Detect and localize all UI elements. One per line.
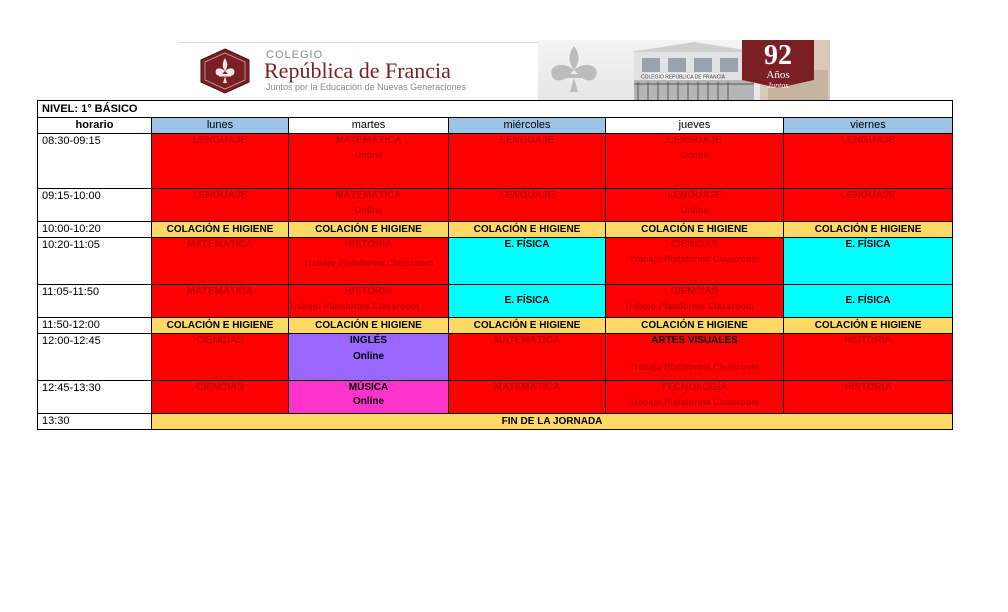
- break-cell: COLACIÓN E HIGIENE: [784, 318, 953, 334]
- subject-label: E. FÍSICA: [504, 239, 550, 250]
- subject-label: INGLÉS: [349, 335, 388, 346]
- time-cell: 10:00-10:20: [38, 222, 152, 238]
- header-horario: horario: [38, 118, 152, 134]
- building-sign: COLEGIO REPÚBLICA DE FRANCIA: [641, 74, 725, 81]
- school-banner: [178, 40, 830, 100]
- subject-label: LENGUAJE: [667, 190, 722, 201]
- time-cell: 12:45-13:30: [38, 381, 152, 414]
- break-cell: COLACIÓN E HIGIENE: [606, 318, 784, 334]
- header-miercoles: miércoles: [449, 118, 606, 134]
- fleur-de-lis-crest-icon: [200, 48, 250, 94]
- class-cell: [289, 134, 449, 189]
- subject-label: LENGUAJE: [840, 135, 896, 146]
- subject-label: MATEMÁTICA: [493, 382, 561, 393]
- break-cell: COLACIÓN E HIGIENE: [606, 222, 784, 238]
- subject-label: HISTORIA: [344, 239, 393, 250]
- class-cell: [606, 381, 784, 414]
- note-label: Online: [354, 150, 383, 160]
- class-cell: [289, 238, 449, 285]
- subject-label: HISTORIA: [844, 335, 892, 346]
- table-row: [38, 285, 953, 318]
- subject-label: E. FÍSICA: [504, 295, 550, 306]
- class-cell: [606, 334, 784, 381]
- class-cell: [152, 134, 289, 189]
- class-cell: [449, 134, 606, 189]
- class-cell: [289, 285, 449, 318]
- subject-label: LENGUAJE: [499, 135, 555, 146]
- break-cell: COLACIÓN E HIGIENE: [449, 222, 606, 238]
- class-cell: [606, 189, 784, 222]
- subject-label: CIENCIAS: [196, 382, 244, 393]
- note-label: Trabajo Plataforma Classroom: [289, 301, 420, 311]
- note-label: Trabajo Plataforma Classroom: [629, 397, 760, 407]
- header-lunes: lunes: [152, 118, 289, 134]
- anniversary-text: [738, 40, 818, 88]
- note-label: Trabajo Plataforma Classroom: [629, 254, 760, 264]
- note-label: Online: [352, 396, 385, 407]
- anniversary-sub: Juntos: [767, 81, 789, 90]
- class-cell: [606, 134, 784, 189]
- class-cell: [606, 285, 784, 318]
- anniversary-label: Años: [766, 69, 790, 81]
- header-jueves: jueves: [606, 118, 784, 134]
- subject-label: CIENCIAS: [670, 239, 719, 250]
- table-row: [38, 134, 953, 189]
- break-cell: COLACIÓN E HIGIENE: [289, 222, 449, 238]
- end-of-day-label: FIN DE LA JORNADA: [152, 414, 953, 430]
- class-cell: [784, 334, 953, 381]
- subject-label: CIENCIAS: [670, 286, 719, 297]
- time-cell: 09:15-10:00: [38, 189, 152, 222]
- class-cell: [449, 285, 606, 318]
- class-cell: [449, 189, 606, 222]
- break-cell: COLACIÓN E HIGIENE: [152, 318, 289, 334]
- subject-label: MATEMÁTICA: [186, 286, 254, 297]
- table-row: [38, 414, 953, 430]
- table-row: [38, 318, 953, 334]
- nivel-label: NIVEL: 1° BÁSICO: [38, 101, 953, 118]
- time-cell: 12:00-12:45: [38, 334, 152, 381]
- subject-label: E. FÍSICA: [845, 239, 891, 250]
- banner-small-title: COLEGIO: [266, 49, 324, 61]
- school-motto: Juntos por la Educación de Nuevas Generaciones: [266, 82, 467, 92]
- table-row: [38, 189, 953, 222]
- time-cell: 11:05-11:50: [38, 285, 152, 318]
- subject-label: HISTORIA: [344, 286, 393, 297]
- subject-label: HISTORIA: [844, 382, 892, 393]
- subject-label: LENGUAJE: [667, 135, 722, 146]
- class-cell: [152, 334, 289, 381]
- time-cell: 13:30: [38, 414, 152, 430]
- class-cell: [289, 334, 449, 381]
- class-cell: [152, 238, 289, 285]
- subject-label: LENGUAJE: [192, 190, 248, 201]
- class-cell: [449, 238, 606, 285]
- class-cell: [289, 189, 449, 222]
- class-cell: [784, 238, 953, 285]
- class-cell: [784, 381, 953, 414]
- class-cell: [449, 334, 606, 381]
- subject-label: MATEMÁTICA: [335, 190, 402, 201]
- break-cell: COLACIÓN E HIGIENE: [449, 318, 606, 334]
- note-label: Trabajo Plataforma Classroom: [303, 258, 434, 268]
- header-martes: martes: [289, 118, 449, 134]
- note-label: Online: [680, 150, 709, 160]
- subject-label: E. FÍSICA: [845, 295, 891, 306]
- subject-label: CIENCIAS: [196, 335, 244, 346]
- class-cell: [606, 238, 784, 285]
- subject-label: LENGUAJE: [499, 190, 555, 201]
- subject-label: LENGUAJE: [840, 190, 896, 201]
- table-row: [38, 238, 953, 285]
- subject-label: TECNOLOGÍA: [661, 382, 728, 393]
- class-cell: [784, 189, 953, 222]
- table-row: [38, 381, 953, 414]
- note-label: Trabajo Plataforma Classroom: [629, 362, 760, 372]
- note-label: Online: [352, 351, 385, 362]
- note-label: Online: [680, 205, 709, 215]
- time-cell: 11:50-12:00: [38, 318, 152, 334]
- class-cell: [784, 134, 953, 189]
- table-row: [38, 334, 953, 381]
- note-label: Online: [354, 205, 383, 215]
- subject-label: ARTES VISUALES: [651, 335, 738, 346]
- subject-label: LENGUAJE: [192, 135, 248, 146]
- time-cell: 10:20-11:05: [38, 238, 152, 285]
- break-cell: COLACIÓN E HIGIENE: [784, 222, 953, 238]
- subject-label: MATEMÁTICA: [186, 239, 254, 250]
- anniversary-number: 92: [764, 40, 792, 71]
- schedule-table: [37, 100, 953, 430]
- class-cell: [449, 381, 606, 414]
- class-cell: [152, 285, 289, 318]
- subject-label: MÚSICA: [348, 382, 389, 393]
- header-row: [38, 118, 953, 134]
- school-name: República de Francia: [264, 58, 451, 83]
- note-label: Trabajo Plataforma Classroom: [624, 301, 755, 311]
- break-cell: COLACIÓN E HIGIENE: [289, 318, 449, 334]
- break-cell: COLACIÓN E HIGIENE: [152, 222, 289, 238]
- subject-label: MATEMÁTICA: [493, 335, 561, 346]
- class-cell: [784, 285, 953, 318]
- time-cell: 08:30-09:15: [38, 134, 152, 189]
- subject-label: MATEMÁTICA: [335, 135, 402, 146]
- class-cell: [289, 381, 449, 414]
- table-row: [38, 222, 953, 238]
- class-cell: [152, 189, 289, 222]
- header-viernes: viernes: [784, 118, 953, 134]
- class-cell: [152, 381, 289, 414]
- nivel-row: [38, 101, 953, 118]
